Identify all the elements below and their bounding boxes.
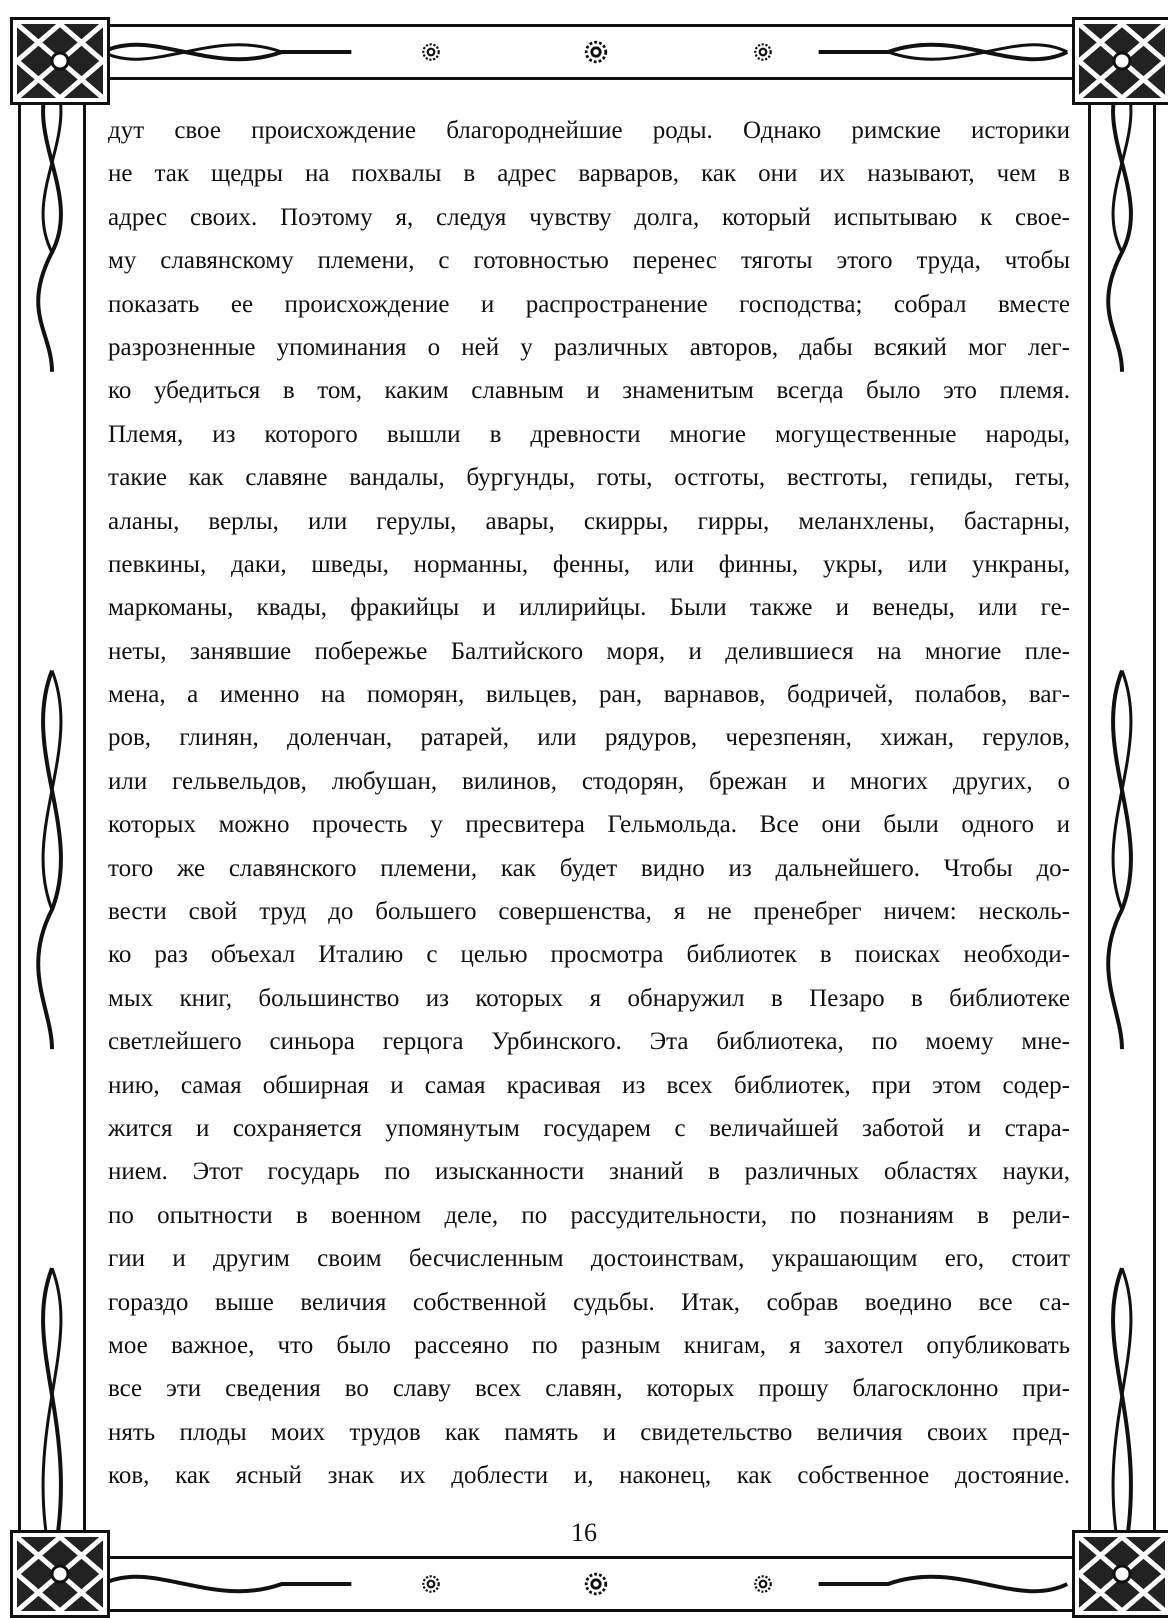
gear-rosette-icon bbox=[420, 1573, 442, 1595]
text-line: аланы, верлы, или герулы, авары, скирры, гирры, меланхлены, бастарны, bbox=[108, 507, 1070, 535]
text-line: ков, как ясный знак их доблести и, наконец, как собственное достояние. bbox=[108, 1462, 1070, 1490]
text-line: мена, а именно на поморян, вильцев, ран, варнавов, бодричей, полабов, ваг- bbox=[108, 681, 1070, 709]
text-line: маркоманы, квады, фракийцы и иллирийцы. Были также и венеды, или ге- bbox=[108, 594, 1070, 622]
text-line: дут свое происхождение благороднейшие роды. Однако римские историки bbox=[108, 117, 1070, 144]
text-line: по опытности в военном деле, по рассудительности, по познаниям в рели- bbox=[108, 1201, 1070, 1229]
text-line: такие как славяне вандалы, бургунды, готы, остготы, вестготы, гепиды, геты, bbox=[108, 464, 1070, 492]
gear-rosette-icon bbox=[582, 1570, 610, 1598]
gear-rosette-icon bbox=[420, 41, 442, 63]
text-line: нию, самая обширная и самая красивая из всех библиотек, при этом содер- bbox=[108, 1071, 1070, 1099]
text-line: ко убедиться в том, каким славным и знаменитым всегда было это племя. bbox=[108, 377, 1070, 405]
gear-rosette-icon bbox=[752, 1573, 774, 1595]
text-line: Племя, из которого вышли в древности многие могущественные народы, bbox=[108, 420, 1070, 448]
text-line: ко раз объехал Италию с целью просмотра библиотек в поисках необходи- bbox=[108, 941, 1070, 969]
text-line: жится и сохраняется упомянутым государем с величайшей заботой и стара- bbox=[108, 1114, 1070, 1142]
text-line: того же славянского племени, как будет видно из дальнейшего. Чтобы до- bbox=[108, 854, 1070, 882]
text-line: певкины, даки, шведы, норманны, фенны, или финны, укры, или ункраны, bbox=[108, 550, 1070, 578]
text-line: нять плоды моих трудов как память и свидетельство величия своих пред- bbox=[108, 1418, 1070, 1446]
text-line: или гельвельдов, любушан, вилинов, стодорян, брежан и многих других, о bbox=[108, 767, 1070, 795]
text-line: неты, занявшие побережье Балтийского моря, и делившиеся на многие пле- bbox=[108, 637, 1070, 665]
page-number: 16 bbox=[571, 1518, 597, 1547]
text-line: адрес своих. Поэтому я, следуя чувству долга, который испытываю к свое- bbox=[108, 203, 1070, 231]
gear-rosette-icon bbox=[752, 41, 774, 63]
text-line: вести свой труд до большего совершенства, я не пренебрег ничем: несколь- bbox=[108, 898, 1070, 926]
right-border bbox=[1088, 70, 1156, 1570]
text-line: мое важное, что было рассеяно по разным книгам, я захотел опубликовать bbox=[108, 1331, 1070, 1359]
text-line: гии и другим своим бесчисленным достоинствам, украшающим его, стоит bbox=[108, 1245, 1070, 1273]
text-line: не так щедры на похвалы в адрес варваров, как они их называют, чем в bbox=[108, 160, 1070, 188]
knotwork-corner-icon bbox=[1072, 17, 1168, 105]
text-line: разрозненные упоминания о ней у различных авторов, дабы всякий мог лег- bbox=[108, 333, 1070, 361]
text-line: мых книг, большинство из которых я обнаружил в Пезаро в библиотеке bbox=[108, 984, 1070, 1012]
text-line: му славянскому племени, с готовностью перенес тяготы этого труда, чтобы bbox=[108, 247, 1070, 275]
text-line: ров, глинян, доленчан, ратарей, или рядуров, черезпенян, хижан, герулов, bbox=[108, 724, 1070, 752]
text-line: светлейшего синьора герцога Урбинского. Эта библиотека, по моему мне- bbox=[108, 1028, 1070, 1056]
body-text bbox=[108, 109, 1070, 1498]
text-line: которых можно прочесть у пресвитера Гельмольда. Все они были одного и bbox=[108, 811, 1070, 839]
left-border bbox=[18, 70, 86, 1570]
text-line: показать ее происхождение и распространение господства; собрал вместе bbox=[108, 290, 1070, 318]
gear-rosette-icon bbox=[582, 38, 610, 66]
text-line: все эти сведения во славу всех славян, которых прошу благосклонно при- bbox=[108, 1375, 1070, 1403]
knotwork-corner-icon bbox=[10, 17, 110, 105]
text-line: гораздо выше величия собственной судьбы. Итак, собрав воедино все са- bbox=[108, 1288, 1070, 1316]
text-line: нием. Этот государь по изысканности знаний в различных областях науки, bbox=[108, 1158, 1070, 1186]
